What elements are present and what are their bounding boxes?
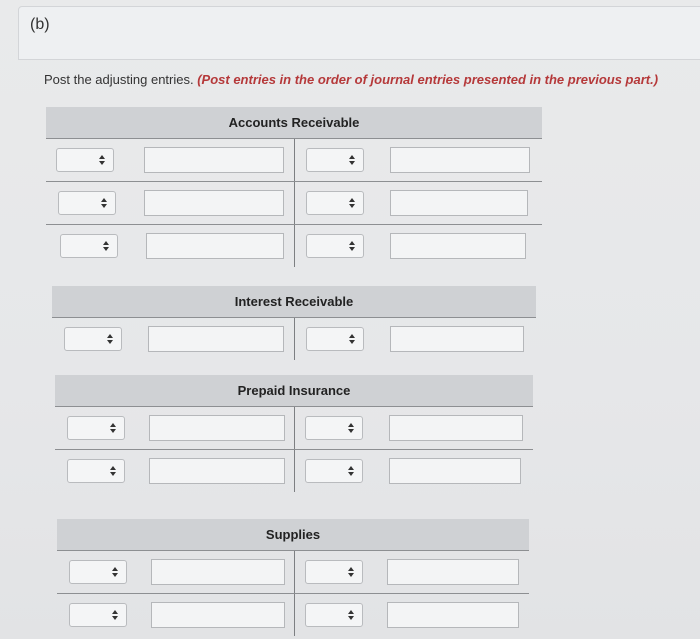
instructions-note: (Post entries in the order of journal entries presented in the previous part.) [197, 72, 659, 87]
credit-date-select[interactable] [306, 327, 364, 351]
debit-date-select[interactable] [67, 459, 125, 483]
credit-amount-field[interactable] [391, 148, 529, 172]
up-down-arrows-icon [348, 566, 354, 578]
debit-amount-input[interactable] [144, 147, 284, 173]
debit-amount-field[interactable] [150, 459, 284, 483]
debit-date-select[interactable] [60, 234, 118, 258]
debit-amount-field[interactable] [145, 148, 283, 172]
credit-date-select[interactable] [306, 234, 364, 258]
up-down-arrows-icon [110, 465, 116, 477]
debit-amount-input[interactable] [149, 458, 285, 484]
debit-amount-input[interactable] [146, 233, 284, 259]
credit-date-select[interactable] [305, 416, 363, 440]
up-down-arrows-icon [110, 422, 116, 434]
part-label: (b) [30, 16, 50, 33]
credit-date-select[interactable] [305, 560, 363, 584]
account-title: Accounts Receivable [46, 107, 542, 139]
posting-row [55, 450, 533, 492]
credit-amount-field[interactable] [391, 327, 523, 351]
up-down-arrows-icon [348, 465, 354, 477]
credit-amount-input[interactable] [389, 415, 523, 441]
t-account-supplies [57, 519, 529, 636]
up-down-arrows-icon [107, 333, 113, 345]
debit-amount-input[interactable] [149, 415, 285, 441]
credit-amount-input[interactable] [387, 602, 519, 628]
credit-amount-field[interactable] [391, 191, 527, 215]
debit-date-select[interactable] [69, 560, 127, 584]
posting-row [55, 407, 533, 450]
up-down-arrows-icon [99, 154, 105, 166]
credit-amount-field[interactable] [388, 560, 518, 584]
posting-row [46, 139, 542, 182]
posting-row [57, 551, 529, 594]
up-down-arrows-icon [112, 566, 118, 578]
credit-date-select[interactable] [306, 148, 364, 172]
account-title: Interest Receivable [52, 286, 536, 318]
credit-amount-input[interactable] [390, 147, 530, 173]
credit-amount-input[interactable] [390, 190, 528, 216]
account-body [55, 407, 533, 492]
debit-date-select[interactable] [64, 327, 122, 351]
account-body [52, 318, 536, 360]
account-title: Prepaid Insurance [55, 375, 533, 407]
credit-date-select[interactable] [305, 603, 363, 627]
account-body [46, 139, 542, 267]
debit-amount-field[interactable] [147, 234, 283, 258]
account-title: Supplies [57, 519, 529, 551]
debit-amount-field[interactable] [152, 603, 284, 627]
debit-amount-input[interactable] [151, 559, 285, 585]
credit-amount-input[interactable] [390, 233, 526, 259]
debit-amount-input[interactable] [148, 326, 284, 352]
up-down-arrows-icon [349, 333, 355, 345]
up-down-arrows-icon [101, 197, 107, 209]
debit-date-select[interactable] [69, 603, 127, 627]
credit-amount-input[interactable] [389, 458, 521, 484]
instructions-text: Post the adjusting entries. [44, 72, 198, 87]
credit-amount-field[interactable] [388, 603, 518, 627]
credit-amount-input[interactable] [390, 326, 524, 352]
debit-amount-field[interactable] [150, 416, 284, 440]
debit-amount-input[interactable] [151, 602, 285, 628]
t-account-prepaid-insurance [55, 375, 533, 492]
up-down-arrows-icon [348, 422, 354, 434]
up-down-arrows-icon [103, 240, 109, 252]
debit-date-select[interactable] [67, 416, 125, 440]
debit-date-select[interactable] [58, 191, 116, 215]
debit-amount-field[interactable] [149, 327, 283, 351]
instructions [44, 72, 658, 87]
credit-amount-input[interactable] [387, 559, 519, 585]
up-down-arrows-icon [349, 197, 355, 209]
up-down-arrows-icon [348, 609, 354, 621]
posting-row [46, 225, 542, 267]
credit-amount-field[interactable] [390, 416, 522, 440]
credit-date-select[interactable] [306, 191, 364, 215]
credit-amount-field[interactable] [390, 459, 520, 483]
posting-row [57, 594, 529, 636]
debit-date-select[interactable] [56, 148, 114, 172]
credit-date-select[interactable] [305, 459, 363, 483]
t-account-interest-receivable [52, 286, 536, 360]
t-account-accounts-receivable [46, 107, 542, 267]
posting-row [52, 318, 536, 360]
debit-amount-input[interactable] [144, 190, 284, 216]
up-down-arrows-icon [349, 240, 355, 252]
account-body [57, 551, 529, 636]
part-header [18, 6, 700, 60]
debit-amount-field[interactable] [145, 191, 283, 215]
up-down-arrows-icon [349, 154, 355, 166]
up-down-arrows-icon [112, 609, 118, 621]
posting-row [46, 182, 542, 225]
debit-amount-field[interactable] [152, 560, 284, 584]
credit-amount-field[interactable] [391, 234, 525, 258]
